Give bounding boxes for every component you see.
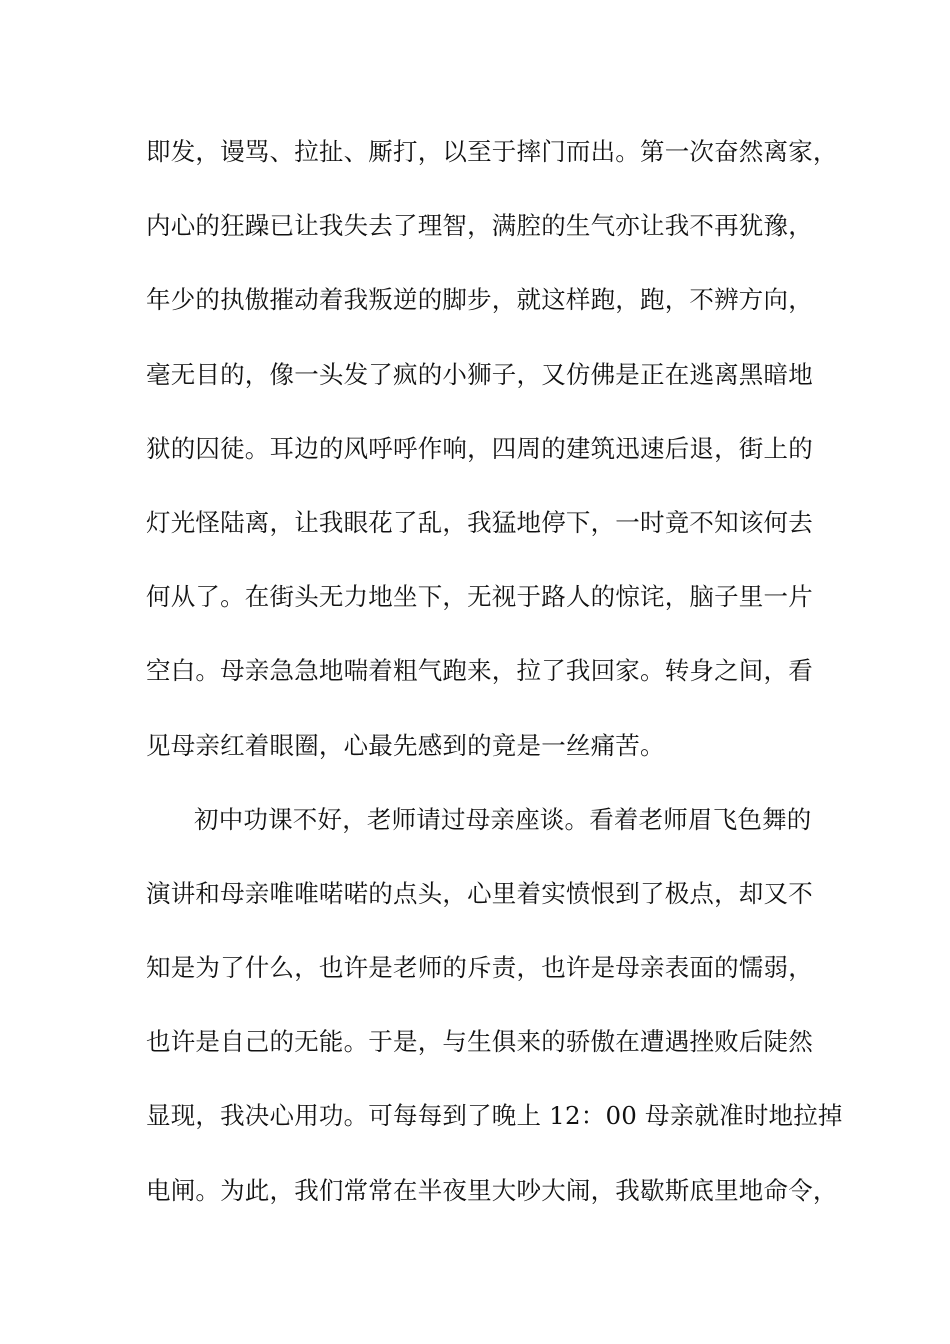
text-line: 初中功课不好，老师请过母亲座谈。看着老师眉飞色舞的 [194, 804, 812, 834]
text-line: 何从了。在街头无力地坐下，无视于路人的惊诧，脑子里一片 [146, 582, 813, 612]
text-line: 演讲和母亲唯唯喏喏的点头，心里着实愤恨到了极点，却又不 [146, 878, 813, 908]
text-line: 也许是自己的无能。于是，与生俱来的骄傲在遭遇挫败后陡然 [146, 1027, 813, 1057]
text-line: 电闸。为此，我们常常在半夜里大吵大闹，我歇斯底里地命令， [146, 1175, 838, 1205]
text-line: 毫无目的，像一头发了疯的小狮子，又仿佛是正在逃离黑暗地 [146, 359, 813, 389]
body-text [146, 127, 843, 1240]
text-line: 知是为了什么，也许是老师的斥责，也许是母亲表面的懦弱， [146, 953, 813, 983]
text-line: 内心的狂躁已让我失去了理智，满腔的生气亦让我不再犹豫， [146, 211, 813, 241]
text-line: 年少的执傲摧动着我叛逆的脚步，就这样跑，跑，不辨方向， [146, 285, 813, 315]
text-line: 灯光怪陆离，让我眼花了乱，我猛地停下，一时竟不知该何去 [146, 507, 813, 537]
paragraph-1 [146, 127, 836, 795]
paragraph-2 [146, 795, 843, 1240]
text-line: 空白。母亲急急地喘着粗气跑来，拉了我回家。转身之间，看 [146, 656, 813, 686]
text-line: 狱的囚徒。耳边的风呼呼作响，四周的建筑迅速后退，街上的 [146, 433, 813, 463]
text-line: 见母亲红着眼圈，心最先感到的竟是一丝痛苦。 [146, 730, 665, 760]
text-line: 即发，谩骂、拉扯、厮打，以至于摔门而出。第一次奋然离家， [146, 137, 838, 166]
text-line: 显现，我决心用功。可每每到了晚上 12：00 母亲就准时地拉掉 [146, 1101, 843, 1131]
